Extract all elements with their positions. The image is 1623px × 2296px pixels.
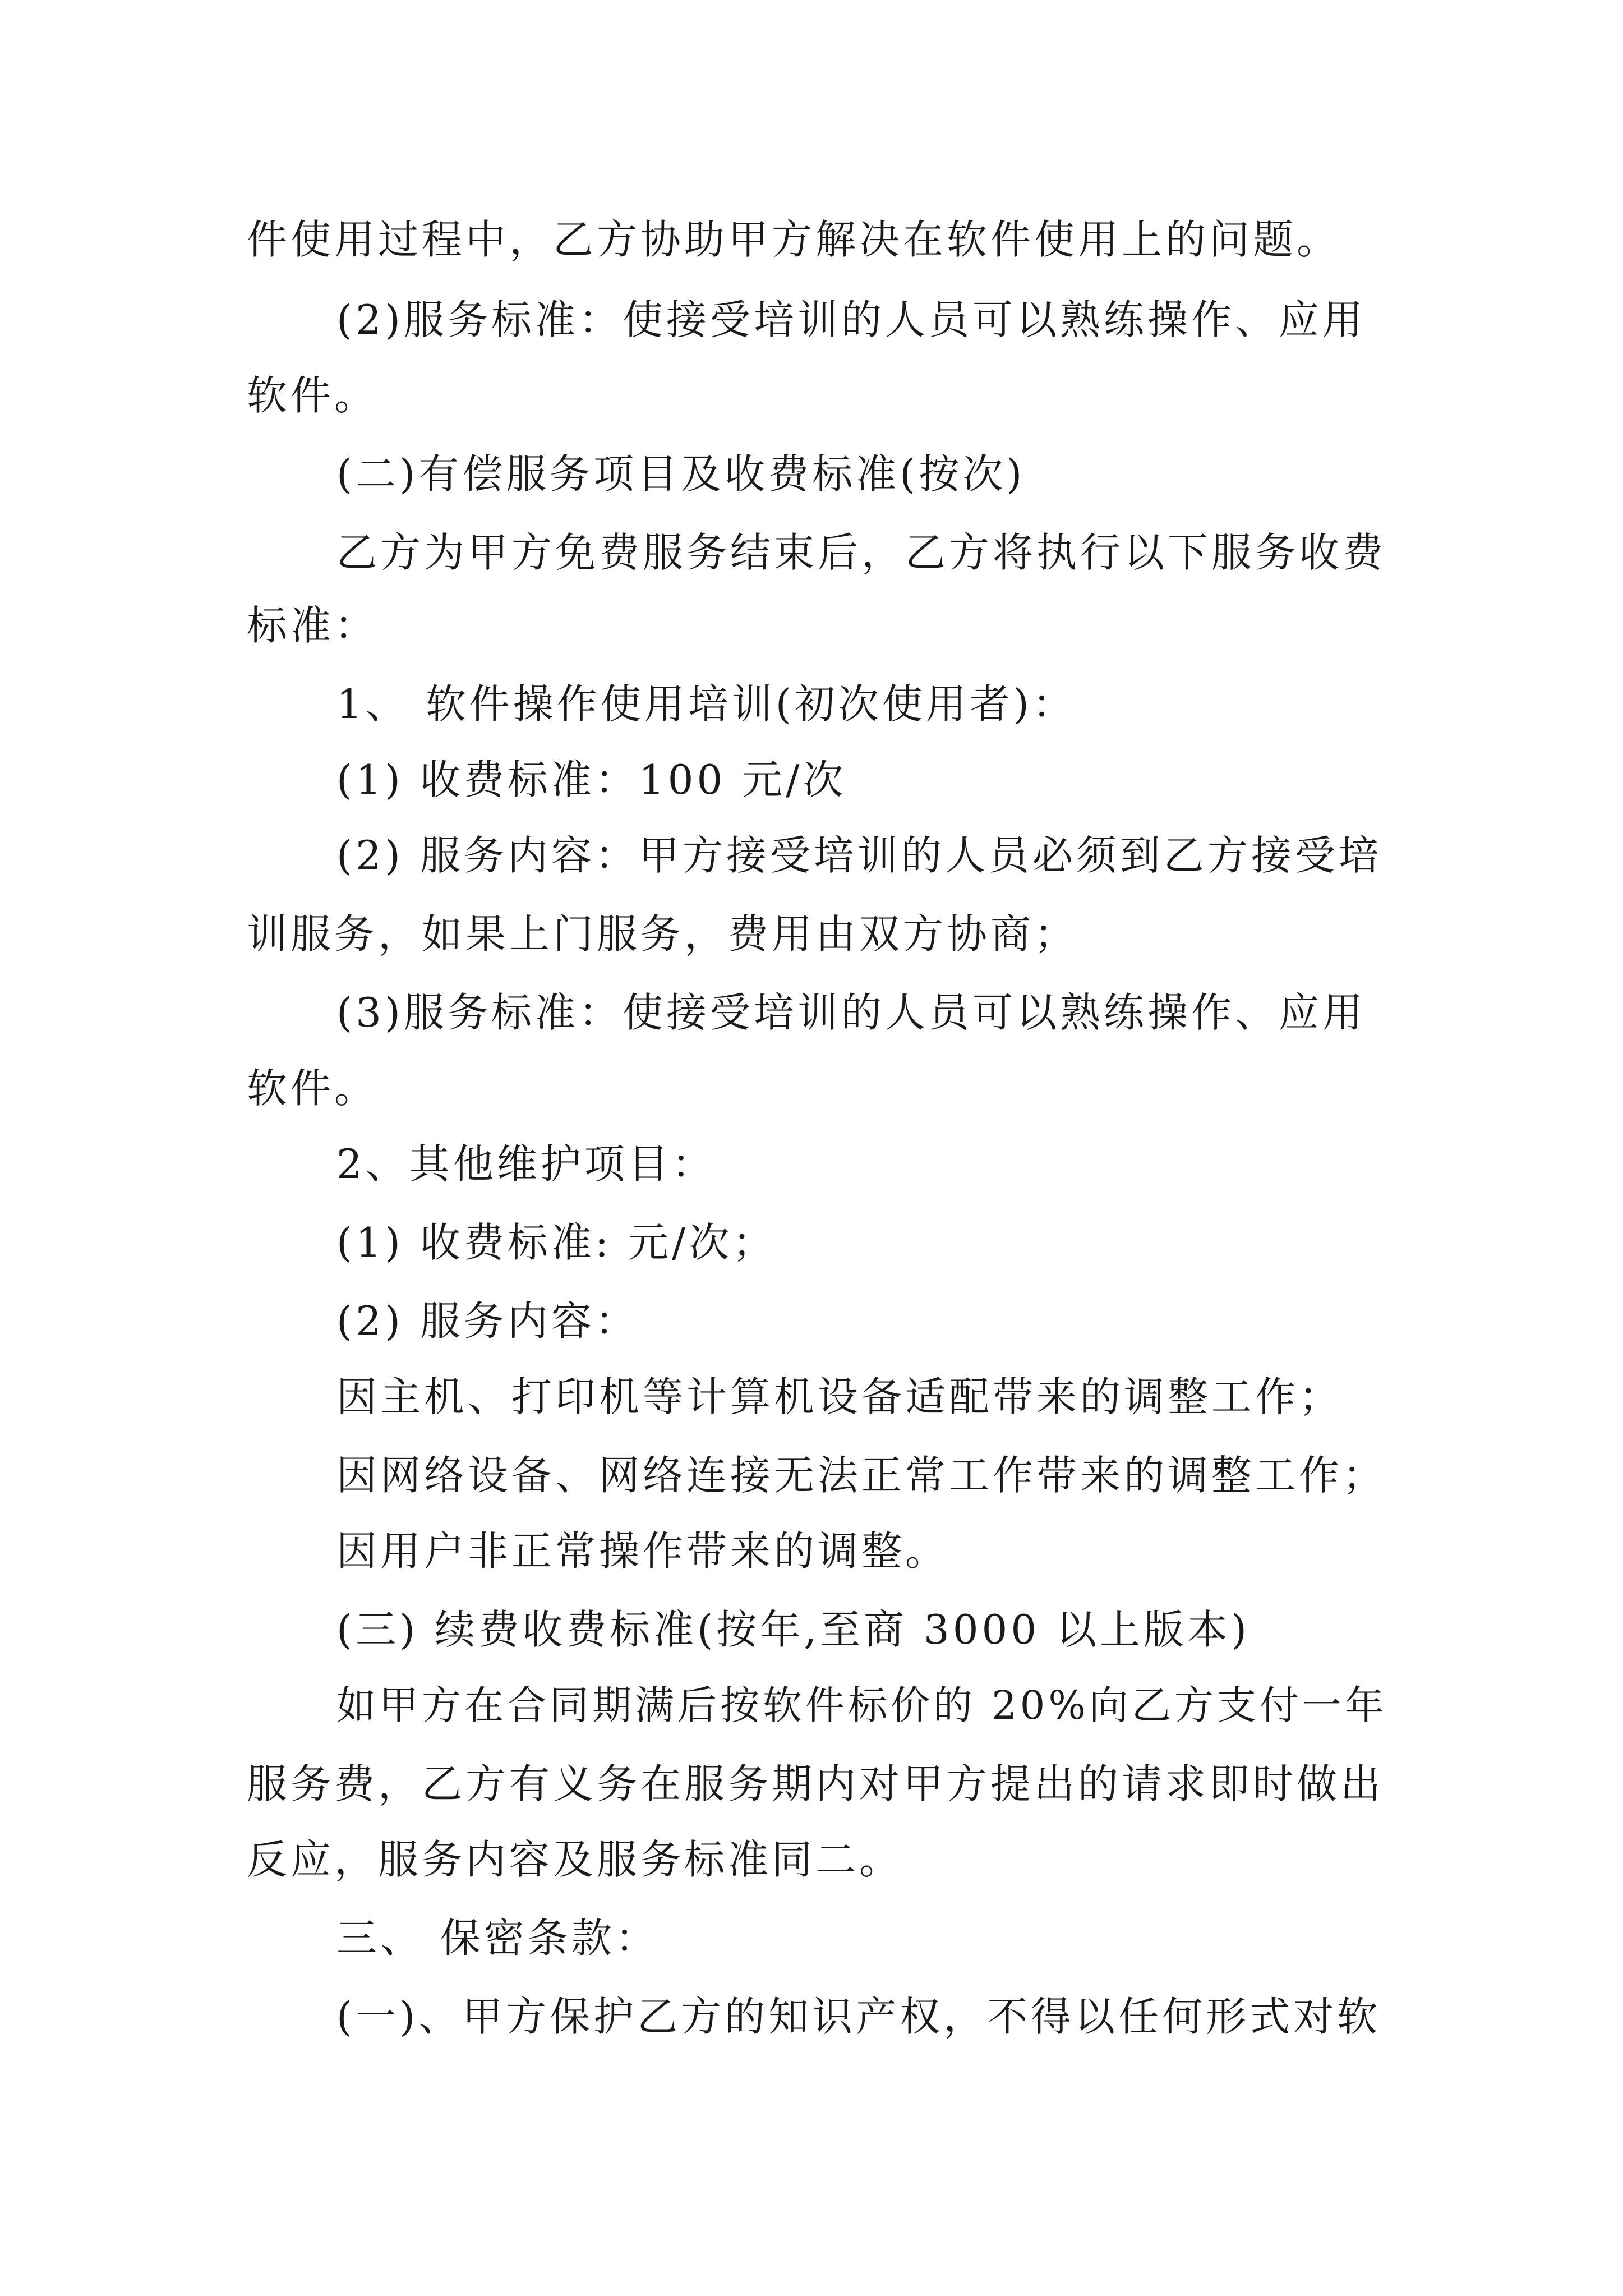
text-line: 因网络设备、网络连接无法正常工作带来的调整工作； <box>336 1452 1387 1499</box>
text-line: 三、 保密条款： <box>336 1915 659 1962</box>
text-line: (一)、甲方保护乙方的知识产权，不得以任何形式对软 <box>336 1993 1381 2040</box>
text-line: (三) 续费收费标准(按年,至商 3000 以上版本) <box>336 1606 1251 1653</box>
text-line: 软件。 <box>247 1065 379 1112</box>
text-line: 软件。 <box>247 372 379 419</box>
text-line: 2、其他维护项目： <box>336 1140 716 1188</box>
text-line: 服务费，乙方有义务在服务期内对甲方提出的请求即时做出 <box>247 1760 1385 1807</box>
text-line: (3)服务标准：使接受培训的人员可以熟练操作、应用 <box>336 989 1366 1036</box>
text-line: 标准： <box>247 602 379 649</box>
text-line: (1) 收费标准：100 元/次 <box>336 756 847 803</box>
text-line: (1) 收费标准: 元/次； <box>336 1219 777 1266</box>
text-line: 反应，服务内容及服务标准同二。 <box>247 1836 903 1883</box>
text-line: (2) 服务内容： <box>336 1297 639 1345</box>
text-line: 乙方为甲方免费服务结束后，乙方将执行以下服务收费 <box>336 529 1387 576</box>
text-line: 1、 软件操作使用培训(初次使用者)： <box>336 680 1076 728</box>
text-line: (二)有偿服务项目及收费标准(按次) <box>336 450 1026 498</box>
text-line: 如甲方在合同期满后按软件标价的 20%向乙方支付一年 <box>336 1682 1387 1728</box>
text-line: (2) 服务内容：甲方接受培训的人员必须到乙方接受培 <box>336 832 1382 879</box>
text-line: 因主机、打印机等计算机设备适配带来的调整工作； <box>336 1373 1343 1420</box>
text-line: (2)服务标准：使接受培训的人员可以熟练操作、应用 <box>336 296 1366 343</box>
text-line: 件使用过程中，乙方协助甲方解决在软件使用上的问题。 <box>247 216 1341 263</box>
text-line: 因用户非正常操作带来的调整。 <box>336 1527 949 1575</box>
text-line: 训服务，如果上门服务，费用由双方协商； <box>247 910 1078 958</box>
